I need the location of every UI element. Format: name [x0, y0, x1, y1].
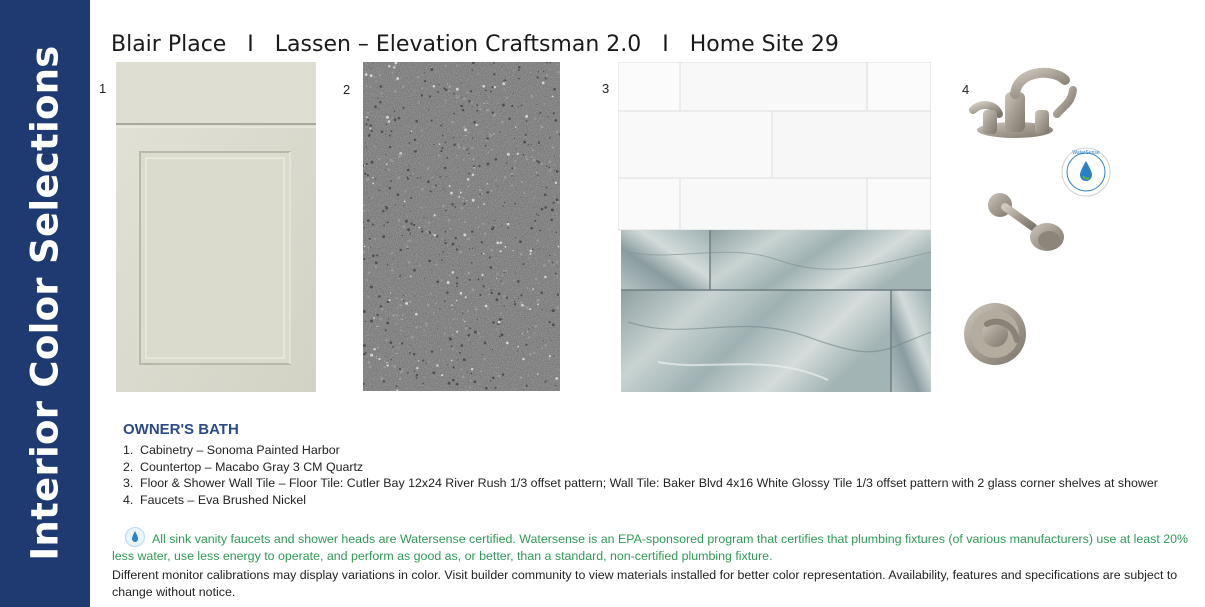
swatch-number-2: 2 — [343, 82, 351, 97]
list-item: 1. Cabinetry – Sonoma Painted Harbor — [123, 443, 340, 457]
list-item: 4. Faucets – Eva Brushed Nickel — [123, 492, 306, 507]
sidebar-banner — [0, 0, 90, 607]
sidebar-title: Interior Color Selections — [23, 45, 67, 561]
disclaimer-text: Different monitor calibrations may display variations in color. Visit builder community to view materials installed for better color representation. Availability, features and specifications are subject to change without notice. — [112, 568, 1178, 599]
sink-faucet-icon — [973, 73, 1073, 138]
tile-swatch — [618, 62, 931, 392]
list-item: 3. Floor & Shower Wall Tile – Floor Tile: Cutler Bay 12x24 River Rush 1/3 offset pattern; Wall Tile: Baker Blvd 4x16 White Glossy Tile 1/3 offset pattern with 2 glass corner shelves at shower — [123, 476, 1158, 490]
selection-list — [123, 442, 1198, 508]
page-title: Blair Place I Lassen – Elevation Craftsman 2.0 I Home Site 29 — [111, 32, 839, 57]
watersense-note: All sink vanity faucets and shower heads are Watersense certified. Watersense is an EPA-sponsored program that certifies that plumbing fixtures (of various manufacturers) use at least 20% less water, use less energy to operate, and perform as good as, or better, than a standard, non-certified plumbing fixture. — [112, 532, 1189, 563]
countertop-swatch — [363, 62, 560, 391]
shower-valve-icon — [964, 303, 1026, 365]
swatch-number-1: 1 — [99, 81, 107, 96]
swatch-number-4: 4 — [962, 82, 970, 97]
list-item: 2. Countertop – Macabo Gray 3 CM Quartz — [123, 459, 364, 474]
faucet-fixtures — [955, 62, 1095, 382]
swatch-number-3: 3 — [602, 81, 610, 96]
cabinet-swatch — [116, 62, 316, 392]
watersense-badge: WaterSense — [1061, 147, 1111, 197]
shower-head-icon — [988, 193, 1064, 251]
section-heading: OWNER'S BATH — [123, 421, 239, 438]
